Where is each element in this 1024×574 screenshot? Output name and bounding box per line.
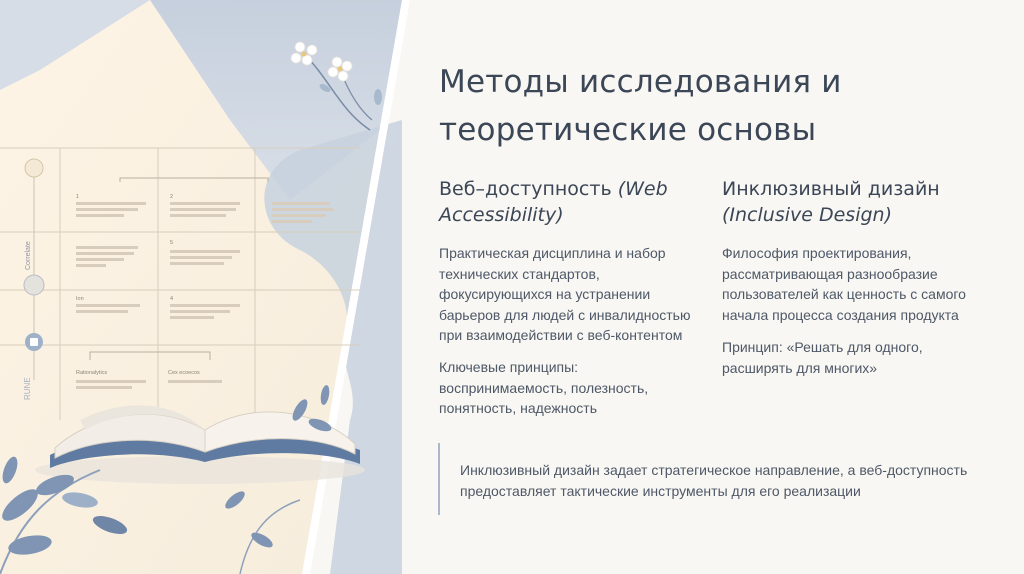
svg-text:2: 2 — [170, 194, 174, 200]
svg-text:Cex ecoecos: Cex ecoecos — [168, 370, 200, 376]
column-1-principles: Ключевые принципы: воспринимаемость, полезность, понятность, надежность — [439, 359, 649, 417]
svg-text:Ion: Ion — [76, 296, 84, 302]
quote-accent-bar — [438, 443, 440, 515]
summary-quote: Инклюзивный дизайн задает стратегическое направление, а веб-доступность предоставляет тактические инструменты для его реализации — [460, 462, 968, 499]
page-title-line-2: теоретические основы — [439, 112, 817, 148]
column-heading-web-accessibility: Веб–доступность (Web Accessibility) — [439, 178, 668, 226]
decorative-illustration — [0, 0, 410, 574]
sidebar-label-2: RUNE — [23, 377, 32, 400]
svg-text:1: 1 — [76, 194, 80, 200]
page-title-line-1: Методы исследования и — [439, 64, 842, 100]
column-2-principle: Принцип: «Решать для одного, расширять для многих» — [722, 339, 923, 376]
column-heading-inclusive-design: Инклюзивный дизайн (Inclusive Design) — [722, 178, 940, 226]
sidebar-label-1: Сorrelate — [25, 241, 32, 270]
svg-text:5: 5 — [170, 240, 174, 246]
svg-text:4: 4 — [170, 296, 174, 302]
column-2-description: Философия проектирования, рассматривающая разнообразие пользователей как ценность с самого начала процесса создания продукта — [722, 245, 966, 323]
page-title — [439, 58, 959, 154]
column-1-description: Практическая дисциплина и набор технических стандартов, фокусирующихся на устранении барьеров для людей с инвалидностью при взаимодействии с веб-контентом — [439, 245, 691, 344]
svg-text:Rationalytics: Rationalytics — [76, 370, 108, 376]
